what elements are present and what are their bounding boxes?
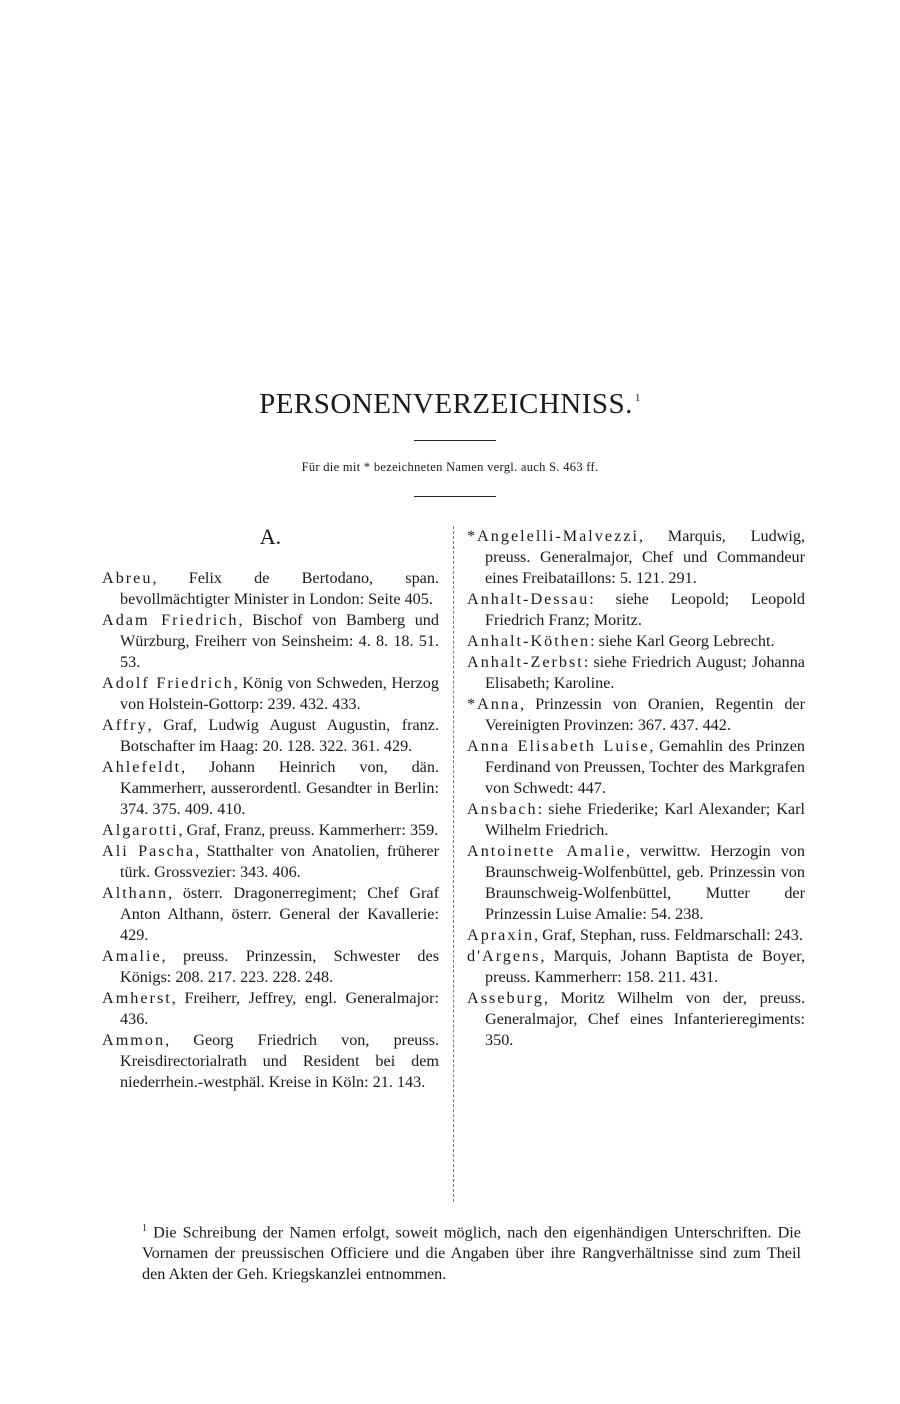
- entry-name: *Anna: [467, 695, 521, 713]
- entry-name: Althann: [102, 884, 169, 902]
- index-entry: [467, 526, 805, 589]
- entry-name: Anhalt-Zerbst: [467, 653, 584, 671]
- entry-text: , Graf, Ludwig August Augustin, franz. Botschafter im Haag: 20. 128. 322. 361. 429.: [120, 716, 439, 755]
- index-entry: [102, 610, 439, 673]
- entry-text: : siehe Friederike; Karl Alexander; Karl Wilhelm Friedrich.: [485, 800, 805, 839]
- entry-text: : siehe Friedrich August; Johanna Elisabeth; Karoline.: [485, 653, 805, 692]
- index-entry: [467, 925, 805, 946]
- entry-text: , Prinzessin von Oranien, Regentin der Vereinigten Provinzen: 367. 437. 442.: [485, 695, 805, 734]
- entry-name: Anna Elisabeth Luise: [467, 737, 650, 755]
- index-entry: [102, 883, 439, 946]
- title-rule-bottom: [414, 496, 496, 497]
- entry-name: Adam Friedrich: [102, 611, 239, 629]
- index-entry: [102, 841, 439, 883]
- entry-name: Anhalt-Köthen: [467, 632, 591, 650]
- entry-name: Adolf Friedrich: [102, 674, 234, 692]
- page-title-text: PERSONENVERZEICHNISS.: [259, 388, 633, 420]
- entry-text: : siehe Leopold; Leopold Friedrich Franz; Moritz.: [485, 590, 805, 629]
- index-entry: [467, 988, 805, 1051]
- section-letter: A.: [259, 524, 282, 549]
- entry-text: : siehe Karl Georg Lebrecht.: [590, 632, 775, 650]
- index-entry: [467, 841, 805, 925]
- entry-name: Ansbach: [467, 800, 538, 818]
- index-entry: [102, 757, 439, 820]
- entry-text: , Georg Friedrich von, preuss. Kreisdirectorialrath und Resident bei dem niederrhein.-westphäl. Kreise in Köln: 21. 143.: [120, 1031, 439, 1091]
- page-title: [0, 388, 900, 421]
- entry-name: Amherst: [102, 989, 172, 1007]
- entry-text: , Marquis, Ludwig, preuss. Generalmajor, Chef und Commandeur eines Freibataillons: 5. 121. 291.: [485, 527, 805, 587]
- entry-text: , Felix de Bertodano, span. bevollmächtigter Minister in London: Seite 405.: [120, 569, 439, 608]
- entry-name: Amalie: [102, 947, 162, 965]
- index-entry: [102, 568, 439, 610]
- entry-text: , Freiherr, Jeffrey, engl. Generalmajor: 436.: [120, 989, 439, 1028]
- column-divider: [453, 526, 454, 1202]
- entry-name: d'Argens: [467, 947, 541, 965]
- index-entry: [467, 631, 805, 652]
- entry-text: , Moritz Wilhelm von der, preuss. Generalmajor, Chef eines Infanterieregiments: 350.: [485, 989, 805, 1049]
- entry-text: , Gemahlin des Prinzen Ferdinand von Preussen, Tochter des Markgrafen von Schwedt: 447.: [485, 737, 806, 797]
- title-footnote-marker: 1: [634, 392, 641, 404]
- left-column: [102, 568, 439, 1093]
- entry-text: , verwittw. Herzogin von Braunschweig-Wolfenbüttel, geb. Prinzessin von Braunschweig-Wolfenbüttel, Mutter der Prinzessin Luise Amalie: 54. 238.: [485, 842, 805, 923]
- footnote-marker: 1: [142, 1223, 147, 1234]
- index-entry: [467, 694, 805, 736]
- entry-text: , Statthalter von Anatolien, früherer türk. Grossvezier: 343. 406.: [120, 842, 439, 881]
- right-column: [467, 526, 805, 1051]
- entry-text: , Graf, Stephan, russ. Feldmarschall: 243.: [534, 926, 803, 944]
- index-entry: [467, 799, 805, 841]
- entry-text: , preuss. Prinzessin, Schwester des Königs: 208. 217. 223. 228. 248.: [120, 947, 439, 986]
- index-entry: [467, 589, 805, 631]
- entry-text: , Marquis, Johann Baptista de Boyer, preuss. Kammerherr: 158. 211. 431.: [485, 947, 805, 986]
- title-rule-top: [414, 440, 496, 441]
- entry-text: , Bischof von Bamberg und Würzburg, Freiherr von Seinsheim: 4. 8. 18. 51. 53.: [120, 611, 439, 671]
- index-entry: [467, 736, 805, 799]
- entry-text: , österr. Dragonerregiment; Chef Graf Anton Althann, österr. General der Kavallerie: 429.: [120, 884, 439, 944]
- index-entry: [102, 715, 439, 757]
- entry-text: , Johann Heinrich von, dän. Kammerherr, ausserordentl. Gesandter in Berlin: 374. 375. 409. 410.: [120, 758, 439, 818]
- entry-name: Ahlefeldt: [102, 758, 182, 776]
- entry-name: Ali Pascha: [102, 842, 196, 860]
- index-entry: [102, 673, 439, 715]
- index-entry: [102, 988, 439, 1030]
- footnote-body: [98, 1218, 801, 1285]
- entry-name: *Angelelli-Malvezzi: [467, 527, 639, 545]
- index-entry: [102, 946, 439, 988]
- entry-name: Asseburg: [467, 989, 544, 1007]
- index-entry: [102, 820, 439, 841]
- subtitle-note: Für die mit * bezeichneten Namen vergl. auch S. 463 ff.: [301, 460, 599, 474]
- footnote: [98, 1218, 801, 1285]
- index-entry: [467, 652, 805, 694]
- entry-name: Affry: [102, 716, 148, 734]
- entry-name: Antoinette Amalie: [467, 842, 627, 860]
- entry-text: , Graf, Franz, preuss. Kammerherr: 359.: [178, 821, 439, 839]
- entry-name: Algarotti: [102, 821, 179, 839]
- entry-name: Anhalt-Dessau: [467, 590, 590, 608]
- index-entry: [102, 1030, 439, 1093]
- entry-name: Ammon: [102, 1031, 166, 1049]
- footnote-text: Die Schreibung der Namen erfolgt, soweit möglich, nach den eigenhändigen Unterschriften. Die Vornamen der preussischen Officiere und die Angaben über ihre Rangverhältnisse sind zum Theil den Akten der Geh. Kriegskanzlei entnommen.: [142, 1223, 801, 1284]
- entry-name: Abreu: [102, 569, 153, 587]
- entry-text: , König von Schweden, Herzog von Holstein-Gottorp: 239. 432. 433.: [120, 674, 439, 713]
- index-entry: [467, 946, 805, 988]
- entry-name: Apraxin: [467, 926, 535, 944]
